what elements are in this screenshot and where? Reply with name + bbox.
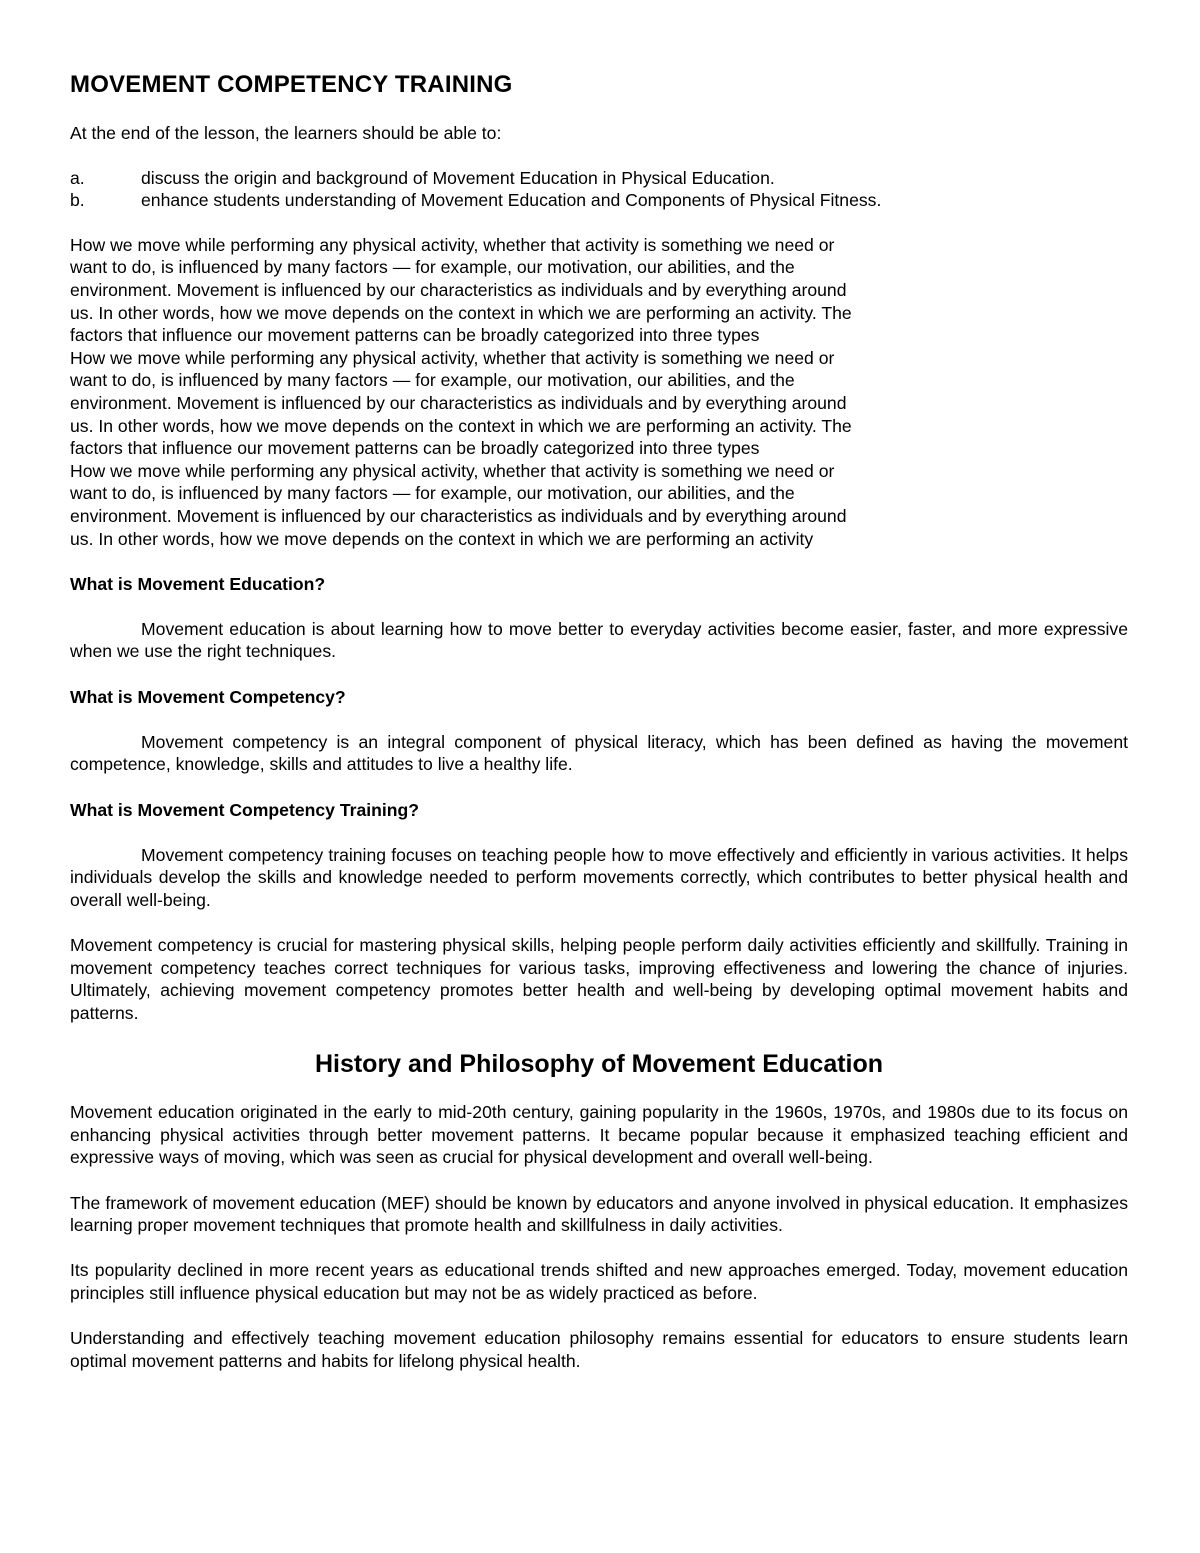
context-line: environment. Movement is influenced by our characteristics as individuals and by everything around <box>70 279 847 300</box>
context-line: us. In other words, how we move depends on the context in which we are performing an activity. The <box>70 302 852 323</box>
context-line: us. In other words, how we move depends on the context in which we are performing an activity. The <box>70 415 852 436</box>
context-line: How we move while performing any physical activity, whether that activity is something we need or <box>70 234 835 255</box>
objective-text: enhance students understanding of Movement Education and Components of Physical Fitness. <box>141 190 882 211</box>
context-line: want to do, is influenced by many factors — for example, our motivation, our abilities, and the <box>70 370 795 391</box>
objective-marker: a. <box>70 167 85 188</box>
document-title: MOVEMENT COMPETENCY TRAINING <box>70 71 513 98</box>
section-text-movement-competency-training: Movement competency training focuses on teaching people how to move effectively and efficiently in various activities. It helps individuals develop the skills and knowledge needed to perform movements correctly, which contributes to better physical health and overall well-being. <box>70 844 1128 910</box>
context-line: want to do, is influenced by many factors — for example, our motivation, our abilities, and the <box>70 257 795 278</box>
objective-marker: b. <box>70 190 85 211</box>
context-line: factors that influence our movement patterns can be broadly categorized into three types <box>70 438 760 459</box>
section-text-movement-education: Movement education is about learning how to move better to everyday activities become easier, faster, and more expressive when we use the right techniques. <box>70 618 1128 662</box>
history-paragraph: The framework of movement education (MEF) should be known by educators and anyone involved in physical education. It emphasizes learning proper movement techniques that promote health and skillfulness in daily activities. <box>70 1192 1128 1236</box>
section-heading-movement-education: What is Movement Education? <box>70 573 326 594</box>
section-text-movement-competency: Movement competency is an integral component of physical literacy, which has been defined as having the movement competence, knowledge, skills and attitudes to live a healthy life. <box>70 731 1128 775</box>
history-paragraph: Movement education originated in the early to mid-20th century, gaining popularity in the 1960s, 1970s, and 1980s due to its focus on enhancing physical activities through better movement patterns. It became popular because it emphasized teaching efficient and expressive ways of moving, which was seen as crucial for physical development and overall well-being. <box>70 1102 1128 1168</box>
context-line: factors that influence our movement patterns can be broadly categorized into three types <box>70 325 760 346</box>
section-text-movement-competency-importance: Movement competency is crucial for mastering physical skills, helping people perform daily activities efficiently and skillfully. Training in movement competency teaches correct techniques for various tasks, improving effectiveness and lowering the chance of injuries. Ultimately, achieving movement competency promotes better health and well-being by developing optimal movement habits and patterns. <box>70 935 1128 1023</box>
objective-item <box>70 167 1128 190</box>
context-line: us. In other words, how we move depends on the context in which we are performing an activity <box>70 528 814 549</box>
history-heading: History and Philosophy of Movement Education <box>314 1050 884 1079</box>
history-paragraph: Understanding and effectively teaching movement education philosophy remains essential for educators to ensure students learn optimal movement patterns and habits for lifelong physical health. <box>70 1328 1128 1371</box>
context-paragraph <box>70 234 1128 550</box>
context-line: want to do, is influenced by many factors — for example, our motivation, our abilities, and the <box>70 483 795 504</box>
objective-text: discuss the origin and background of Movement Education in Physical Education. <box>141 167 775 188</box>
section-heading-movement-competency-training: What is Movement Competency Training? <box>70 799 419 820</box>
section-heading-movement-competency: What is Movement Competency? <box>70 686 346 707</box>
context-line: environment. Movement is influenced by our characteristics as individuals and by everything around <box>70 392 847 413</box>
context-line: environment. Movement is influenced by our characteristics as individuals and by everything around <box>70 505 847 526</box>
history-paragraph: Its popularity declined in more recent years as educational trends shifted and new approaches emerged. Today, movement education principles still influence physical education but may not be as widely practiced as before. <box>70 1260 1128 1303</box>
lesson-intro: At the end of the lesson, the learners should be able to: <box>70 123 502 143</box>
context-line: How we move while performing any physical activity, whether that activity is something we need or <box>70 347 835 368</box>
objectives-list <box>70 167 1128 212</box>
context-line: How we move while performing any physical activity, whether that activity is something we need or <box>70 460 835 481</box>
objective-item <box>70 189 1128 212</box>
document-page <box>70 70 1128 1395</box>
